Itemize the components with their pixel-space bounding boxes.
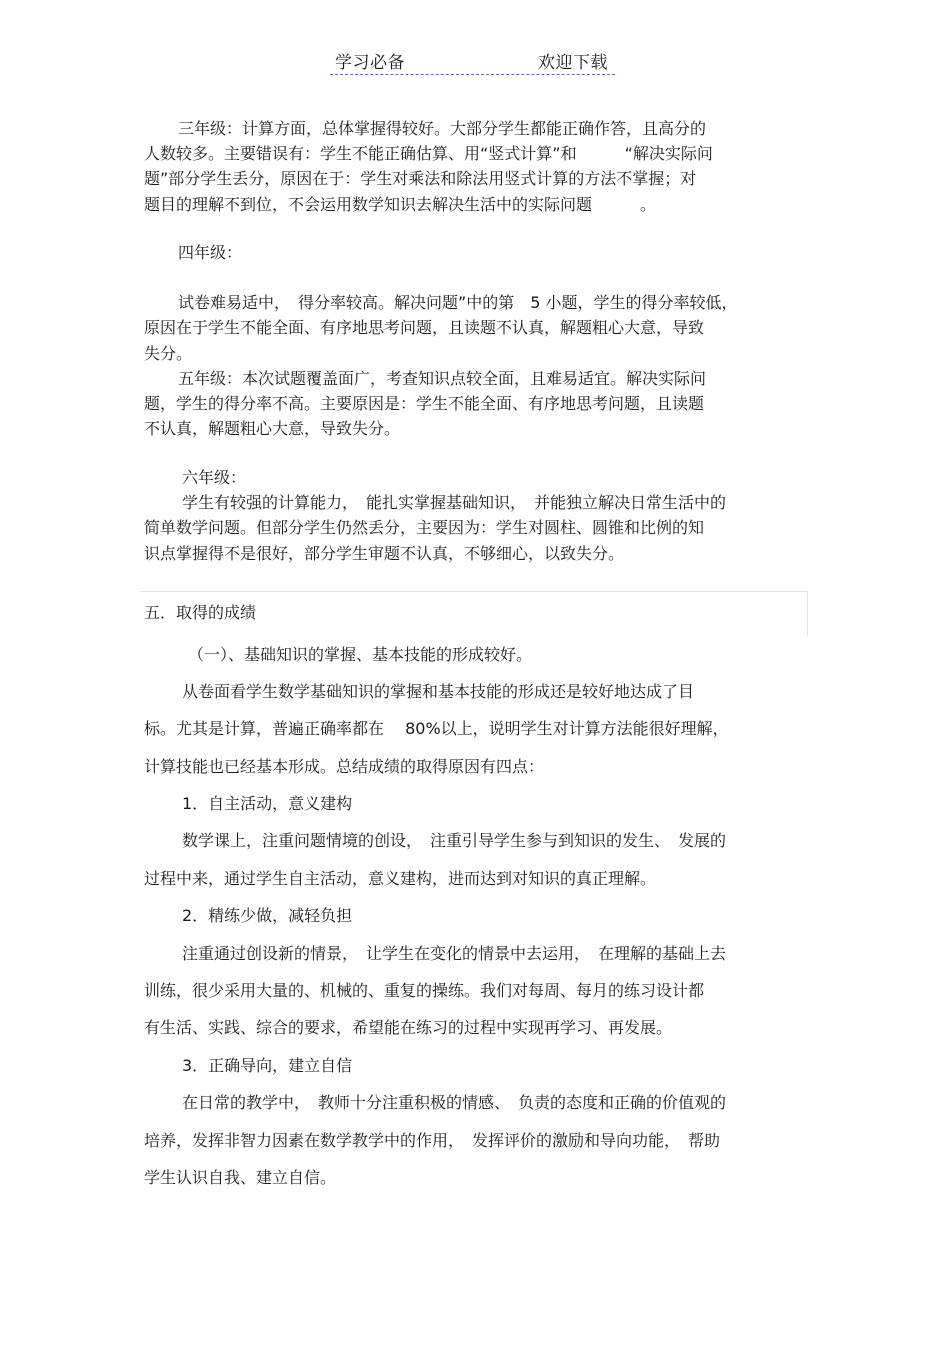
point2-title: 2．精练少做，减轻负担 <box>182 906 353 925</box>
point3-line: 在日常的教学中， 教师十分注重积极的情感、 负责的态度和正确的价值观的 <box>182 1093 727 1112</box>
grade6-heading: 六年级： <box>182 468 247 487</box>
point2-line: 有生活、实践、综合的要求，希望能在练习的过程中实现再学习、再发展。 <box>144 1018 673 1037</box>
grade5-line: 题，学生的得分率不高。主要原因是：学生不能全面、有序地思考问题，且读题 <box>144 394 705 413</box>
point1-line: 过程中来，通过学生自主活动，意义建构，进而达到对知识的真正理解。 <box>144 869 657 888</box>
grade4-heading: 四年级： <box>178 243 243 262</box>
grade3-line: 题目的理解不到位，不会运用数学知识去解决生活中的实际问题 。 <box>144 195 657 214</box>
grade4-line: 试卷难易适中， 得分率较高。解决问题”中的第 5 小题，学生的得分率较低， <box>178 293 738 312</box>
grade5-line: 不认真，解题粗心大意，导致失分。 <box>144 419 401 438</box>
intro-line: 标。尤其是计算，普遍正确率都在 80%以上，说明学生对计算方法能很好理解， <box>144 719 729 738</box>
header-right-text: 欢迎下载 <box>538 53 608 73</box>
grade5-line: 五年级：本次试题覆盖面广，考查知识点较全面，且难易适宜。解决实际问 <box>178 369 707 388</box>
header-left-text: 学习必备 <box>335 53 405 73</box>
point3-line: 培养，发挥非智力因素在数学教学中的作用， 发挥评价的激励和导向功能， 帮助 <box>144 1131 721 1150</box>
subsection-title: （一）、基础知识的掌握、基本技能的形成较好。 <box>188 645 533 664</box>
page-header <box>330 48 615 75</box>
point1-line: 数学课上，注重问题情境的创设， 注重引导学生参与到知识的发生、 发展的 <box>182 831 727 850</box>
grade3-line: 三年级：计算方面，总体掌握得较好。大部分学生都能正确作答，且高分的 <box>178 119 707 138</box>
grade3-line: 人数较多。主要错误有：学生不能正确估算、用“竖式计算”和 “解决实际问 <box>144 144 713 163</box>
point2-line: 注重通过创设新的情景， 让学生在变化的情景中去运用， 在理解的基础上去 <box>182 944 727 963</box>
point1-title: 1．自主活动，意义建构 <box>182 794 353 813</box>
grade6-line: 简单数学问题。但部分学生仍然丢分，主要因为：学生对圆柱、圆锥和比例的知 <box>144 518 705 537</box>
point2-line: 训练，很少采用大量的、机械的、重复的操练。我们对每周、每月的练习设计都 <box>144 981 705 1000</box>
intro-line: 计算技能也已经基本形成。总结成绩的取得原因有四点： <box>144 757 545 776</box>
grade6-line: 学生有较强的计算能力， 能扎实掌握基础知识， 并能独立解决日常生活中的 <box>182 493 727 512</box>
point3-line: 学生认识自我、建立自信。 <box>144 1168 337 1187</box>
section-title: 五．取得的成绩 <box>144 603 257 622</box>
intro-line: 从卷面看学生数学基础知识的掌握和基本技能的形成还是较好地达成了目 <box>182 682 695 701</box>
grade6-line: 识点掌握得不是很好，部分学生审题不认真，不够细心，以致失分。 <box>144 544 625 563</box>
grade4-line: 失分。 <box>144 344 193 363</box>
point3-title: 3．正确导向，建立自信 <box>182 1056 353 1075</box>
grade4-line: 原因在于学生不能全面、有序地思考问题，且读题不认真，解题粗心大意，导致 <box>144 318 705 337</box>
grade3-line: 题”部分学生丢分，原因在于：学生对乘法和除法用竖式计算的方法不掌握；对 <box>144 169 697 188</box>
